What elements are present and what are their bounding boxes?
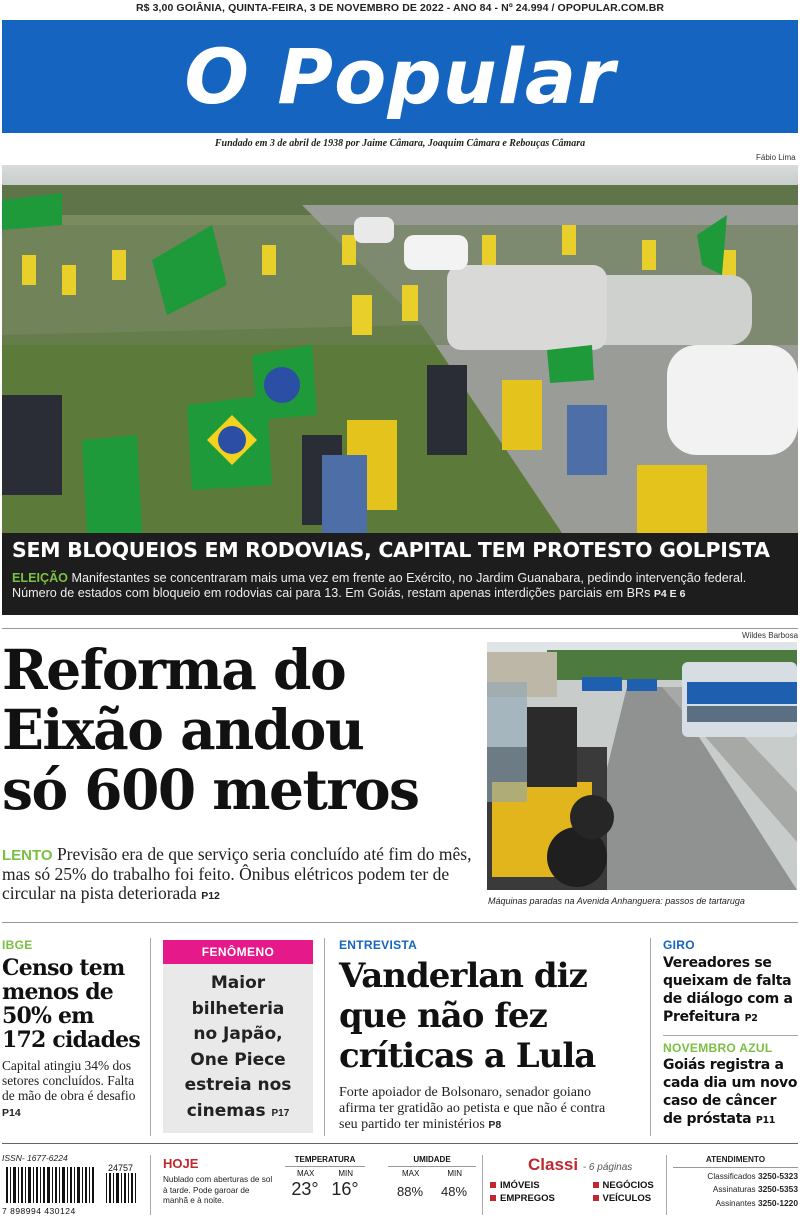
lead-dek: [12, 571, 792, 602]
column-separator: [324, 938, 325, 1136]
section-divider-2: [2, 922, 798, 923]
footer-separator: [150, 1155, 151, 1215]
founded-line: Fundado em 3 de abril de 1938 por Jaime Câmara, Joaquim Câmara e Rebouças Câmara: [214, 138, 586, 149]
giro-kicker: GIRO: [663, 938, 695, 952]
humidity-min-label: MIN: [447, 1169, 462, 1178]
fenomeno-line-1: Maior: [210, 973, 266, 993]
bullet-square-icon: [593, 1182, 599, 1188]
ibge-headline-line-2: menos de: [2, 979, 113, 1005]
reforma-headline[interactable]: [2, 637, 482, 822]
classi-negocios[interactable]: NEGÓCIOS: [593, 1179, 661, 1192]
fenomeno-page-ref[interactable]: P17: [271, 1107, 290, 1119]
fenomeno-kicker: FENÔMENO: [163, 940, 313, 964]
phone-number[interactable]: 3250-5323: [757, 1170, 798, 1181]
bullet-square-icon: [490, 1182, 496, 1188]
fenomeno-headline[interactable]: [167, 971, 309, 1126]
ibge-headline[interactable]: [2, 956, 142, 1052]
weather-title: HOJE: [163, 1156, 199, 1171]
service-row-classificados: Classificados 3250-5323: [707, 1170, 798, 1181]
footer-separator: [482, 1155, 483, 1215]
phone-number[interactable]: 3250-1220: [757, 1197, 798, 1208]
ibge-story[interactable]: [2, 938, 142, 1121]
ibge-headline-line-1: Censo tem: [2, 955, 125, 981]
phone-number[interactable]: 3250-5353: [757, 1184, 798, 1194]
footer: [0, 1147, 800, 1220]
fenomeno-line-6: cinemas: [186, 1100, 266, 1121]
lead-photo-credit: Fábio Lima: [756, 153, 796, 162]
ibge-body: [2, 1058, 142, 1121]
lead-dek-text: Manifestantes se concentraram mais uma vez em frente ao Exército, no Jardim Guanabara, pedindo intervenção federal. Número de estados com bloqueio em rodovias cai para 13. Em Goiás, restam apenas interdições parciais em BRs: [12, 571, 747, 600]
masthead-logo: O Popular: [184, 31, 616, 121]
entrevista-headline-line-2: que não fez: [339, 996, 547, 1036]
classi-empregos[interactable]: EMPREGOS: [490, 1192, 558, 1205]
entrevista-headline[interactable]: [339, 956, 639, 1076]
entrevista-kicker: ENTREVISTA: [339, 938, 418, 952]
classi-title-text: Classi: [528, 1155, 579, 1174]
weather-text: Nublado com aberturas de sol à tarde. Pode garoar de manhã e à noite.: [163, 1175, 273, 1205]
fenomeno-line-2: bilheteria: [191, 998, 285, 1019]
fenomeno-line-4: One Piece: [190, 1049, 286, 1070]
reforma-page-ref[interactable]: P12: [201, 890, 220, 902]
reforma-dek: [2, 845, 482, 906]
temperature-max: 23°: [291, 1179, 319, 1199]
temperature-title: TEMPERATURA: [285, 1155, 365, 1167]
bullet-square-icon: [593, 1195, 599, 1201]
classi-title[interactable]: [528, 1155, 632, 1175]
column-separator: [650, 938, 651, 1136]
temperature-min-label: MIN: [338, 1169, 353, 1178]
humidity-max-label: MAX: [401, 1169, 420, 1178]
masthead[interactable]: [2, 20, 798, 133]
fenomeno-story[interactable]: [163, 940, 313, 1133]
entrevista-body: [339, 1085, 624, 1133]
reforma-headline-line-2: Eixão andou: [2, 697, 364, 762]
service-title: ATENDIMENTO: [673, 1153, 798, 1168]
entrevista-page-ref[interactable]: P8: [488, 1119, 502, 1131]
giro-story[interactable]: [663, 938, 798, 1130]
edition-info-bar: R$ 3,00 GOIÂNIA, QUINTA-FEIRA, 3 DE NOVEMBRO DE 2022 - ANO 84 - Nº 24.994 / OPOPULAR.COM.BR: [135, 2, 665, 14]
humidity-box: [388, 1155, 476, 1199]
lead-story[interactable]: [2, 533, 798, 615]
reforma-kicker: LENTO: [2, 847, 53, 864]
bullet-square-icon: [490, 1195, 496, 1201]
giro-divider: [663, 1035, 798, 1036]
giro-headline-text: Vereadores se queixam de falta de diálogo com a Prefeitura: [663, 955, 793, 1025]
lead-page-ref[interactable]: P4 E 6: [653, 588, 686, 600]
lead-headline[interactable]: SEM BLOQUEIOS EM RODOVIAS, CAPITAL TEM PROTESTO GOLPISTA: [12, 538, 770, 562]
footer-divider: [2, 1143, 798, 1144]
eixao-caption: Máquinas paradas na Avenida Anhanguera: passos de tartaruga: [488, 896, 745, 906]
entrevista-story[interactable]: [339, 938, 639, 1133]
service-row-assinaturas: Assinaturas 3250-5353: [712, 1184, 798, 1194]
barcode-addon: 24757: [108, 1163, 134, 1173]
reforma-photo-credit: Wildes Barbosa: [742, 631, 799, 640]
humidity-max: 88%: [396, 1184, 424, 1199]
humidity-title: UMIDADE: [388, 1155, 476, 1167]
reforma-headline-line-3: só 600 metros: [2, 757, 419, 822]
service-contacts: [673, 1153, 798, 1210]
novembro-azul-page-ref[interactable]: P11: [755, 1115, 776, 1126]
novembro-azul-headline-text: Goiás registra a cada dia um novo caso de câncer de próstata: [663, 1057, 798, 1127]
lead-kicker: ELEIÇÃO: [12, 571, 68, 585]
temperature-box: [285, 1155, 365, 1200]
barcode-number: 7 898994 430124: [2, 1206, 76, 1216]
ibge-headline-line-4: 172 cidades: [2, 1027, 140, 1053]
classi-imoveis[interactable]: IMÓVEIS: [490, 1179, 558, 1192]
ibge-kicker: IBGE: [2, 938, 33, 952]
issn: ISSN- 1677-6224: [2, 1153, 68, 1163]
footer-separator: [666, 1155, 667, 1215]
giro-headline[interactable]: [663, 954, 798, 1028]
ibge-headline-line-3: 50% em: [2, 1003, 94, 1029]
novembro-azul-kicker: NOVEMBRO AZUL: [663, 1041, 773, 1055]
humidity-min: 48%: [440, 1184, 468, 1199]
classi-sections: [490, 1179, 660, 1205]
reforma-headline-line-1: Reforma do: [2, 637, 346, 702]
fenomeno-line-3: no Japão,: [193, 1024, 283, 1044]
protest-photo[interactable]: [2, 165, 798, 533]
ibge-page-ref[interactable]: P14: [2, 1106, 21, 1119]
temperature-min: 16°: [331, 1179, 359, 1199]
entrevista-body-text: Forte apoiador de Bolsonaro, senador goiano afirma ter gratidão ao petista e que não é contra seu partido ter ministérios: [339, 1085, 606, 1132]
service-row-assinantes: Assinantes 3250-1220: [715, 1197, 798, 1208]
classi-pages: - 6 páginas: [582, 1162, 633, 1173]
temperature-max-label: MAX: [296, 1169, 315, 1178]
entrevista-headline-line-1: Vanderlan diz: [339, 956, 587, 996]
eixao-photo[interactable]: [487, 642, 797, 890]
column-separator: [150, 938, 151, 1136]
entrevista-headline-line-3: críticas a Lula: [339, 1036, 596, 1076]
ibge-body-text: Capital atingiu 34% dos setores concluídos. Falta de mão de obra é desafio: [2, 1058, 136, 1104]
reforma-dek-text: Previsão era de que serviço seria concluído até fim do mês, mas só 25% do trabalho foi feito. Ônibus elétricos podem ter de circular na pista deteriorada: [2, 844, 472, 903]
novembro-azul-headline[interactable]: [663, 1056, 798, 1130]
section-divider: [2, 628, 798, 629]
giro-page-ref[interactable]: P2: [744, 1013, 758, 1024]
fenomeno-line-5: estreia nos: [184, 1075, 292, 1095]
classi-veiculos[interactable]: VEÍCULOS: [593, 1192, 661, 1205]
